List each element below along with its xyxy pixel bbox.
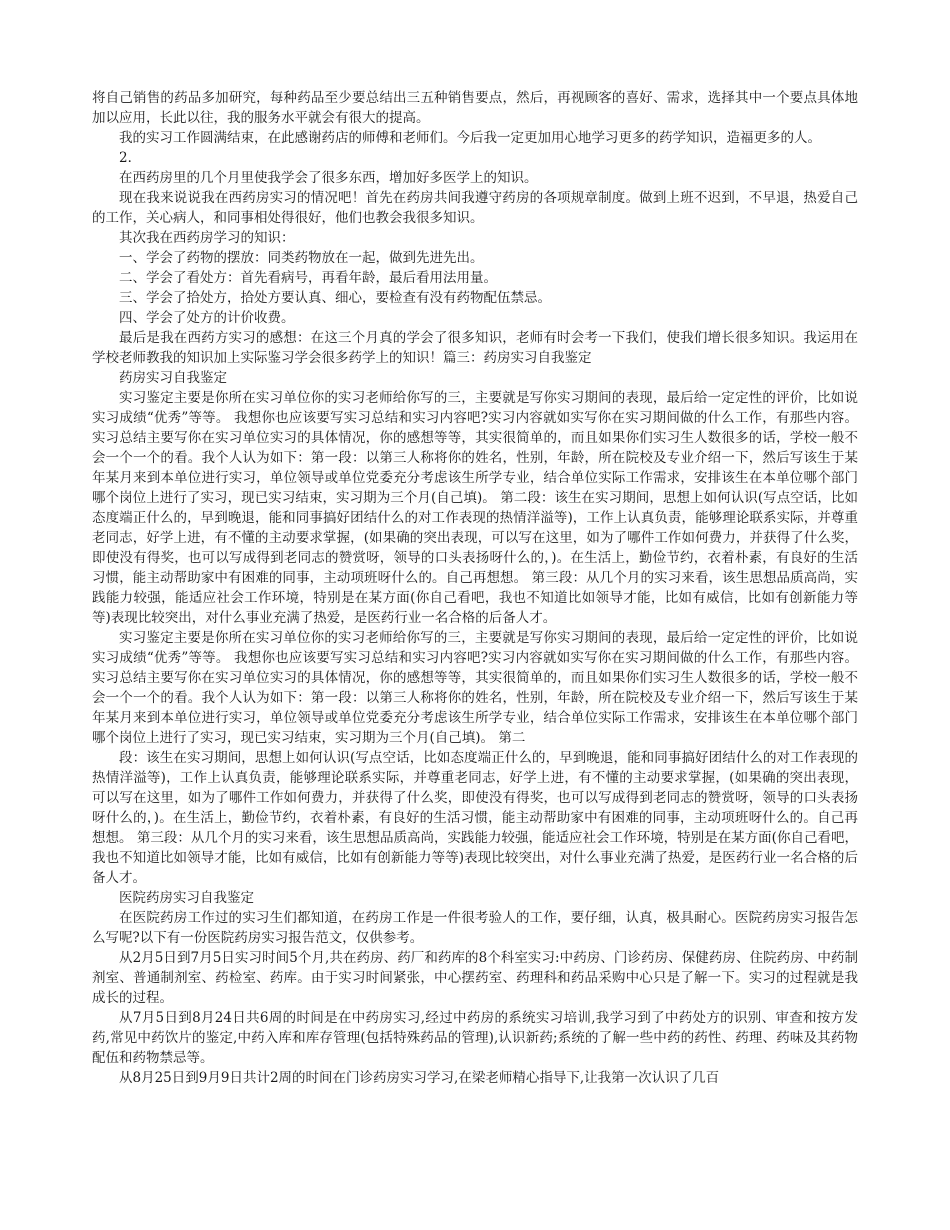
paragraph-11: 最后是我在西药方实习的感想：在这三个月真的学会了很多知识，老师有时会考一下我们，使我们增长很多知识。我运用在学校老师教我的知识加上实际鉴习学会很多药学上的知识！篇三：药房实习自我鉴定 xyxy=(92,330,858,366)
list-item-1: 一、学会了药物的摆放：同类药物放在一起，做到先进先出。 xyxy=(119,250,484,266)
paragraph-14: 实习鉴定主要是你所在实习单位你的实习老师给你写的三，主要就是写你实习期间的表现，最后给一定定性的评价，比如说实习成绩“优秀”等等。 我想你也应该要写实习总结和实习内容吧?实习内容就如实写你在实习期间做的什么工作，有那些内容。实习总结主要写你在实习单位实习的具体情况，你的感想等等，其实很简单的，而且如果你们实习生人数很多的话，学校一般不会一个一个的看。我个人认为如下：第一段：以第三人称将你的姓名，性别，年龄，所在院校及专业介绍一下，然后写该生于某年某月来到本单位进行实习，单位领导或单位党委充分考虑该生所学专业，结合单位实际工作需求，安排该生在本单位哪个部门哪个岗位上进行了实习，现已实习结束，实习期为三个月(自己填)。 第二 xyxy=(92,630,858,746)
section-number: 2． xyxy=(119,150,142,166)
paragraph-18: 从2月5日到7月5日实习时间5个月,共在药房、药厂和药库的8个科室实习:中药房、门诊药房、保健药房、住院药房、中药制剂室、普通制剂室、药检室、药库。由于实习时间紧张，中心摆药室、药理科和药品采购中心只是了解一下。实习的过程就是我成长的过程。 xyxy=(92,950,858,1006)
paragraph-13: 实习鉴定主要是你所在实习单位你的实习老师给你写的三，主要就是写你实习期间的表现，最后给一定定性的评价，比如说实习成绩“优秀”等等。 我想你也应该要写实习总结和实习内容吧?实习内容就如实写你在实习期间做的什么工作，有那些内容。实习总结主要写你在实习单位实习的具体情况，你的感想等等，其实很简单的，而且如果你们实习生人数很多的话，学校一般不会一个一个的看。我个人认为如下：第一段：以第三人称将你的姓名，性别，年龄，所在院校及专业介绍一下，然后写该生于某年某月来到本单位进行实习，单位领导或单位党委充分考虑该生所学专业，结合单位实际工作需求，安排该生在本单位哪个部门哪个岗位上进行了实习，现已实习结束，实习期为三个月(自己填)。 第二段：该生在实习期间，思想上如何认识(写点空话，比如态度端正什么的，早到晚退，能和同事搞好团结什么的对工作表现的热情洋溢等)，工作上认真负责，能够理论联系实际，并尊重老同志，好学上进，有不懂的主动要求掌握，(如果确的突出表现，可以写在这里，如为了哪件工作如何费力，并获得了什么奖，即使没有得奖，也可以写成得到老同志的赞赏呀，领导的口头表扬呀什么的，)。在生活上，勤俭节约，衣着朴素，有良好的生活习惯，能主动帮助家中有困难的同事，主动项班呀什么的。自己再想想。 第三段：从几个月的实习来看，该生思想品质高尚，实践能力较强，能适应社会工作环境，特别是在某方面(你自己看吧，我也不知道比如领导才能，比如有威信，比如有创新能力等等)表现比较突出，对什么事业充满了热爱，是医药行业一名合格的后备人才。 xyxy=(92,390,858,626)
list-item-3: 三、学会了拾处方，拾处方要认真、细心，要检查有没有药物配伍禁忌。 xyxy=(119,290,551,306)
paragraph-6: 其次我在西药房学习的知识： xyxy=(119,230,295,246)
list-item-4: 四、学会了处方的计价收费。 xyxy=(119,310,295,326)
paragraph-17: 在医院药房工作过的实习生们都知道，在药房工作是一件很考验人的工作，要仔细，认真，极具耐心。医院药房实习报告怎么写呢?以下有一份医院药房实习报告范文，仅供参考。 xyxy=(92,910,858,946)
section-heading-pharmacy: 药房实习自我鉴定 xyxy=(119,370,227,386)
section-heading-hospital: 医院药房实习自我鉴定 xyxy=(119,890,254,906)
paragraph-2: 我的实习工作圆满结束，在此感谢药店的师傅和老师们。今后我一定更加用心地学习更多的药学知识，造福更多的人。 xyxy=(119,130,821,146)
paragraph-4: 在西药房里的几个月里使我学会了很多东西，增加好多医学上的知识。 xyxy=(119,170,538,186)
paragraph-20: 从8月25日到9月9日共计2周的时间在门诊药房实习学习,在梁老师精心指导下,让我第一次认识了几百 xyxy=(119,1070,720,1086)
list-item-2: 二、学会了看处方：首先看病号，再看年龄，最后看用法用量。 xyxy=(119,270,497,286)
paragraph-19: 从7月5日到8月24日共6周的时间是在中药房实习,经过中药房的系统实习培训,我学习到了中药处方的识别、审查和按方发药,常见中药饮片的鉴定,中药入库和库存管理(包括特殊药品的管理),认识新药;系统的了解一些中药的药性、药理、药味及其药物配伍和药物禁忌等。 xyxy=(92,1010,858,1066)
paragraph-5: 现在我来说说我在西药房实习的情况吧！首先在药房共间我遵守药房的各项规章制度。做到上班不迟到，不早退，热爱自己的工作，关心病人，和同事相处得很好，他们也教会我很多知识。 xyxy=(92,190,858,226)
paragraph-1: 将自己销售的药品多加研究，每种药品至少要总结出三五种销售要点，然后，再视顾客的喜好、需求，选择其中一个要点具体地加以应用，长此以往，我的服务水平就会有很大的提高。 xyxy=(92,90,858,126)
paragraph-15: 段：该生在实习期间，思想上如何认识(写点空话，比如态度端正什么的，早到晚退，能和同事搞好团结什么的对工作表现的热情洋溢等)，工作上认真负责，能够理论联系实际，并尊重老同志，好学上进，有不懂的主动要求掌握，(如果确的突出表现，可以写在这里，如为了哪件工作如何费力，并获得了什么奖，即使没有得奖，也可以写成得到老同志的赞赏呀，领导的口头表扬呀什么的，)。在生活上，勤俭节约，衣着朴素，有良好的生活习惯，能主动帮助家中有困难的同事，主动项班呀什么的。自己再想想。 第三段：从几个月的实习来看，该生思想品质高尚，实践能力较强，能适应社会工作环境，特别是在某方面(你自己看吧，我也不知道比如领导才能，比如有威信，比如有创新能力等等)表现比较突出，对什么事业充满了热爱，是医药行业一名合格的后备人才。 xyxy=(92,750,858,886)
